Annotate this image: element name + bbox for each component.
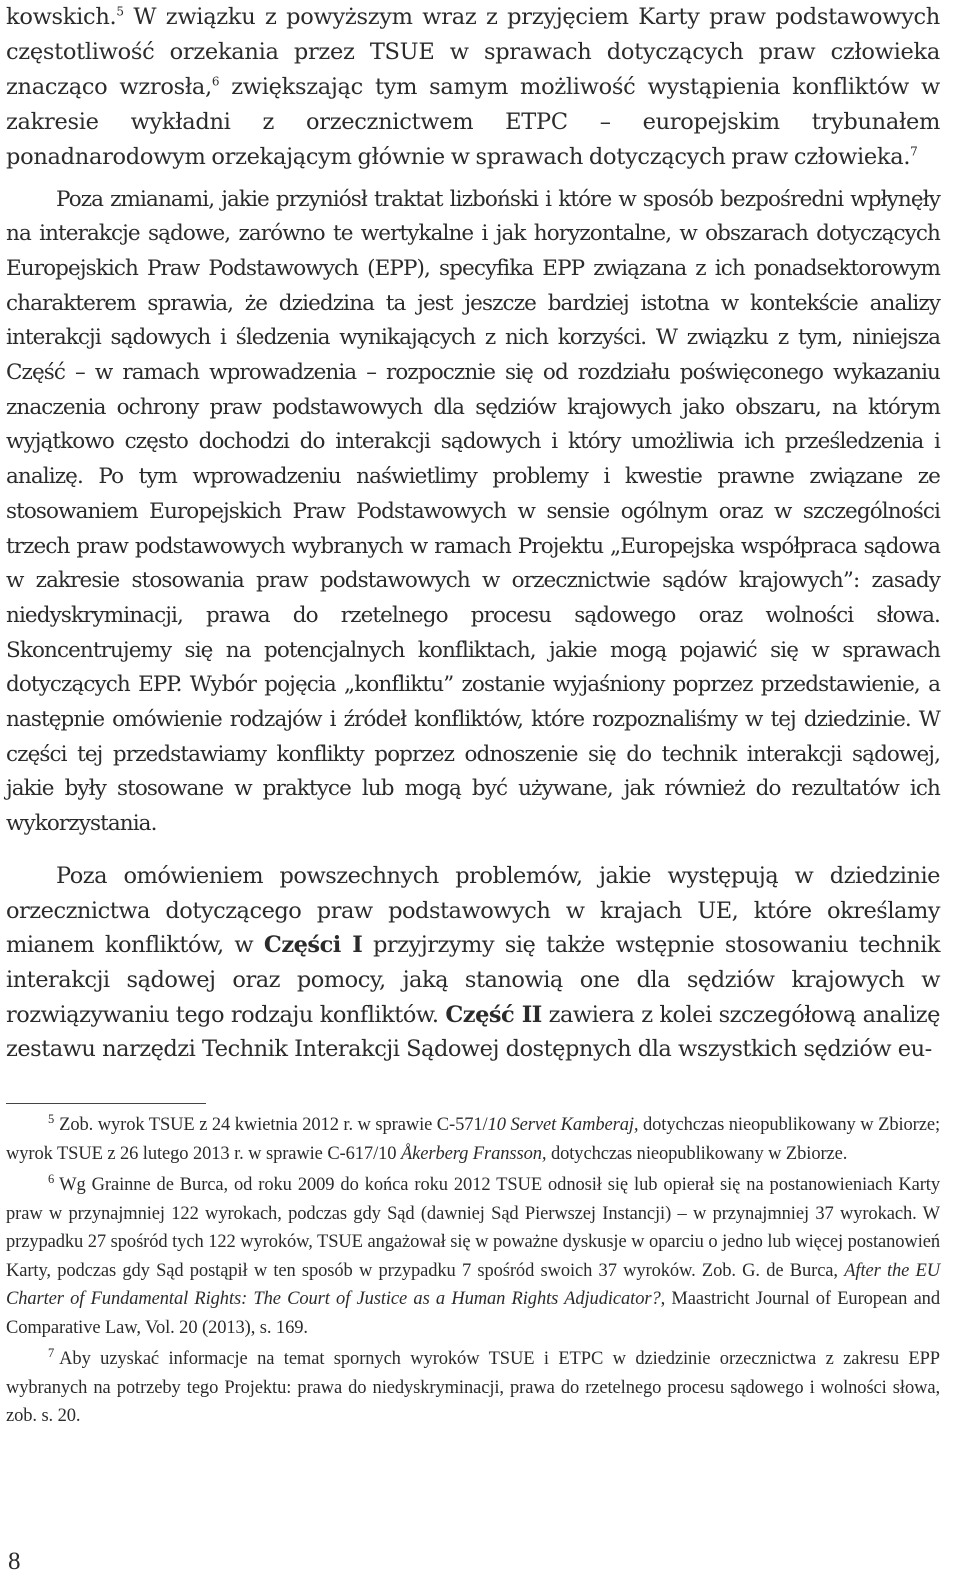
footnote-6 <box>6 1171 940 1342</box>
footnote-7 <box>6 1345 940 1431</box>
text-run: zawiera z kolei szczegółową analizę zestawu narzędzi Technik Interakcji Sądowej dostępnych dla wszystkich sędziów eu- <box>6 1001 940 1063</box>
footnote-number: 6 <box>48 1171 55 1186</box>
part-one-reference: Części I <box>263 932 363 959</box>
text-run: Aby uzyskać informacje na temat spornych wyroków TSUE i ETPC w dziedzinie orzecznictwa z zakresu EPP wybranych na potrzeby tego Projektu: prawa do niedyskryminacji, prawa do rzetelnego procesu sądowego i wolności słowa, zob. s. 20. <box>6 1349 940 1426</box>
paragraph-introduction: Poza zmianami, jakie przyniósł traktat lizboński i które w sposób bezpośredni wpłynęły na interakcje sądowe, zarówno te wertykalne i jak horyzontalne, w obszarach dotyczących Europejskich Praw Podstawowych (EPP), specyfika EPP związana z ich ponadsektorowym charakterem sprawia, że dziedzina ta jest jeszcze bardziej istotna w kontekście analizy interakcji sądowych i śledzenia wynikających z nich korzyści. W związku z tym, niniejsza Część – w ramach wprowadzenia – rozpocznie się od rozdziału poświęconego wykazaniu znaczenia ochrony praw podstawowych dla sędziów krajowych jako obszaru, na którym wyjątkowo często dochodzi do interakcji sądowych i który umożliwia ich prześledzenia i analizę. Po tym wprowadzeniu naświetlimy problemy i kwestie prawne związane ze stosowaniem Europejskich Praw Podstawowych w sensie ogólnym oraz w szczególności trzech praw podstawowych wybranych w ramach Projektu „Europejska współpraca sądowa w zakresie stosowania praw podstawowych w orzecznictwie sądów krajowych”: zasady niedyskryminacji, prawa do rzetelnego procesu sądowego oraz wolności słowa. Skoncentrujemy się na potencjalnych konfliktach, jakie mogą pojawić się w sprawach dotyczących EPP. Wybór pojęcia „konfliktu” zostanie wyjaśniony poprzez przedstawienie, a następnie omówienie rodzajów i źródeł konfliktów, które rozpoznaliśmy w tej dziedzinie. W części tej przedstawiamy konflikty poprzez odnoszenie się do technik interakcji sądowej, jakie były stosowane w praktyce lub mogą być używane, jak również do rezultatów ich wykorzystania. <box>6 186 940 837</box>
article-title: After the EU Charter of Fundamental Rights: The Court of Justice as a Human Rights Adjudicator? <box>6 1260 940 1309</box>
text-run: , Maastricht Journal of European and Comparative Law, Vol. 20 (2013), s. 169. <box>6 1289 940 1338</box>
text-run: przyjrzymy się także wstępnie stosowaniu technik interakcji sądowej oraz pomocy, jaką stanowią one dla sędziów krajowych w rozwiązywaniu tego rodzaju konfliktów. <box>6 932 940 1028</box>
text-run: Zob. wyrok TSUE z 24 kwietnia 2012 r. w sprawie C-571/ <box>59 1115 488 1135</box>
footnote-ref-7[interactable]: 7 <box>910 144 918 159</box>
text-run: W związku z powyższym wraz z przyjęciem Karty praw podstawowych częstotliwość orzekania przez TSUE w sprawach dotyczących praw człowieka znacząco wzrosła, <box>6 4 940 100</box>
footnote-separator <box>6 1103 206 1104</box>
part-two-reference: Część II <box>445 1001 542 1028</box>
text-run: zwiększając tym samym możliwość wystąpienia konfliktów w zakresie wykładni z orzecznictwem ETPC – europejskim trybunałem ponadnarodowym orzekającym głównie w sprawach dotyczących praw człowieka. <box>6 73 940 170</box>
text-run: kowskich. <box>6 4 117 30</box>
page-number: 8 <box>8 1548 21 1575</box>
case-name: 10 Servet Kamberaj, <box>487 1115 639 1135</box>
case-name: Åkerberg Fransson, <box>400 1143 547 1164</box>
page-body <box>6 0 940 1067</box>
text-run: dotychczas nieopublikowany w Zbiorze. <box>546 1143 848 1164</box>
footnote-number: 5 <box>48 1111 55 1126</box>
footnote-5 <box>6 1111 940 1168</box>
footnotes <box>6 1111 940 1431</box>
paragraph-continuation <box>6 0 940 175</box>
text-run: dotychczas nieopublikowany w Zbiorze; wyrok TSUE z 26 lutego 2013 r. w sprawie C-617/10 <box>6 1115 940 1164</box>
text-run: Wg Grainne de Burca, od roku 2009 do końca roku 2012 TSUE odnosił się lub opierał się na postanowieniach Karty praw w przynajmniej 122 wyrokach, podczas gdy Sąd (dawniej Sąd Pierwszej Instancji) – w przynajmniej 37 wyrokach. W przypadku 27 spośród tych 122 wyroków, TSUE angażował się w poważne dyskusje w oparciu o jedno lub więcej postanowień Karty, podczas gdy Sąd postąpił w ten sposób w przypadku 7 spośród swoich 37 wyroków. Zob. G. de Burca, <box>6 1175 940 1281</box>
footnote-ref-6[interactable]: 6 <box>211 74 220 89</box>
footnote-number: 7 <box>48 1345 55 1360</box>
footnote-ref-5[interactable]: 5 <box>116 4 124 19</box>
text-run: Poza omówieniem powszechnych problemów, jakie występują w dziedzinie orzecznictwa dotyczącego praw podstawowych w krajach UE, które określamy mianem konfliktów, w <box>6 862 940 959</box>
paragraph-parts-overview <box>6 859 940 1067</box>
